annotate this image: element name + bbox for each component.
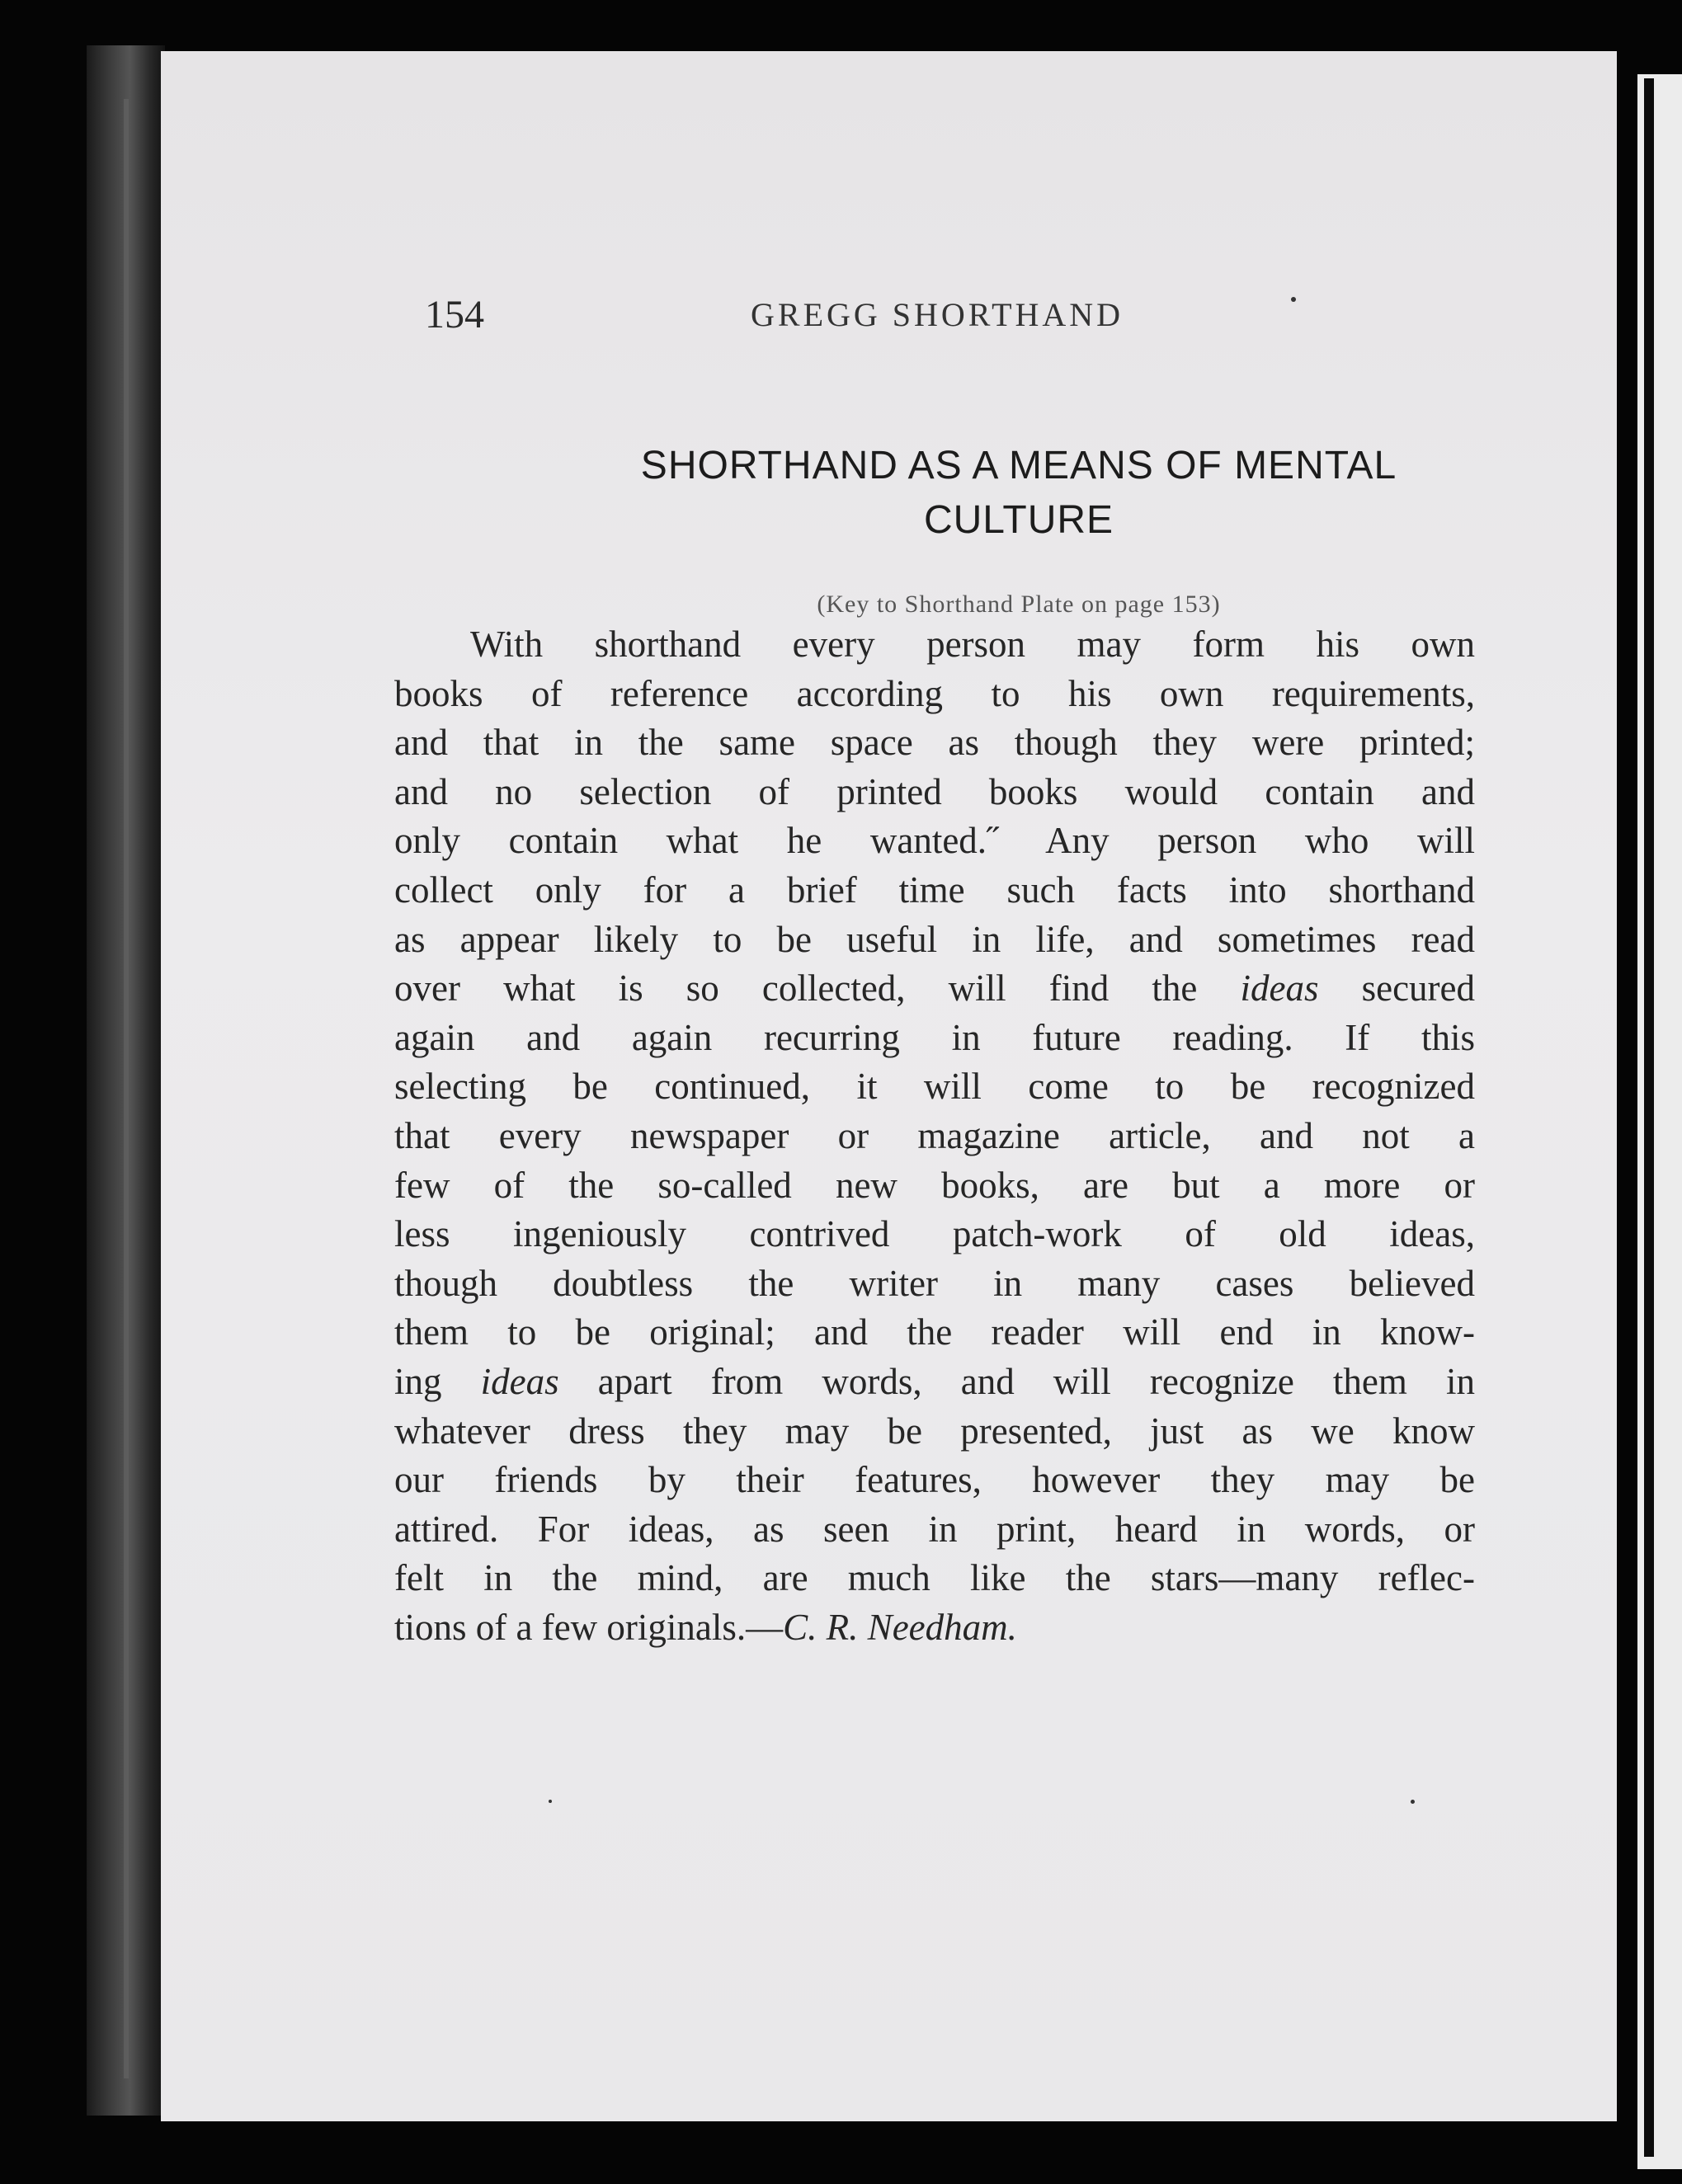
article-title-line-1: SHORTHAND AS A MEANS OF MENTAL: [640, 444, 1397, 487]
body-line-8: [394, 964, 1475, 1014]
body-line-21: [394, 1603, 1475, 1653]
attribution: C. R. Needham.: [783, 1606, 1017, 1648]
body-line-1: With shorthand every person may form his own: [470, 624, 1475, 665]
page-number: 154: [425, 293, 484, 337]
body-line-7: as appear likely to be useful in life, and sometimes read: [394, 918, 1475, 960]
body-line-16-start: ing: [394, 1360, 481, 1402]
body-line-9: again and again recurring in future reading. If this: [394, 1016, 1475, 1058]
body-line-8-end: secured: [1318, 967, 1475, 1010]
article-body: [394, 620, 1475, 1652]
body-line-3: and that in the same space as though they were printed;: [394, 722, 1475, 764]
body-line-20: felt in the mind, are much like the stars—many reflec-: [394, 1557, 1475, 1599]
body-line-17: whatever dress they may be presented, just as we know: [394, 1410, 1475, 1452]
body-line-2: books of reference according to his own requirements,: [394, 672, 1475, 714]
body-line-16-end: apart from words, and will recognize them in: [558, 1360, 1475, 1402]
body-line-4: and no selection of printed books would contain and: [394, 770, 1475, 812]
body-line-15: them to be original; and the reader will end in know-: [394, 1311, 1475, 1353]
body-line-13: less ingeniously contrived patch-work of old ideas,: [394, 1213, 1475, 1255]
key-note: (Key to Shorthand Plate on page 153): [817, 591, 1221, 618]
article-title: [474, 439, 1563, 548]
body-line-8-start: over what is so collected, will find the: [394, 967, 1241, 1010]
italic-ideas: ideas: [480, 1360, 559, 1402]
body-line-19: attired. For ideas, as seen in print, heard in words, or: [394, 1508, 1475, 1550]
body-line-5: only contain what he wanted.˝ Any person who will: [394, 820, 1475, 862]
body-line-16: [394, 1358, 1475, 1407]
body-line-12: few of the so-called new books, are but a more or: [394, 1164, 1475, 1206]
body-line-10: selecting be continued, it will come to be recognized: [394, 1066, 1475, 1108]
running-head: [161, 292, 1617, 341]
body-line-11: that every newspaper or magazine article, and not a: [394, 1114, 1475, 1156]
body-line-14: though doubtless the writer in many cases believed: [394, 1262, 1475, 1304]
print-speck: [1291, 297, 1296, 302]
spine-streak: [124, 99, 129, 2078]
print-speck: [549, 1800, 552, 1803]
facing-page-gutter: [1644, 78, 1654, 2157]
italic-ideas: ideas: [1240, 967, 1319, 1010]
body-line-21-start: tions of a few originals.—: [394, 1606, 784, 1648]
body-line-18: our friends by their features, however they may be: [394, 1459, 1475, 1501]
body-line-6: collect only for a brief time such facts into shorthand: [394, 868, 1475, 911]
running-title: GREGG SHORTHAND: [751, 296, 1124, 333]
article-title-line-2: CULTURE: [923, 498, 1114, 542]
print-speck: [1411, 1800, 1415, 1804]
